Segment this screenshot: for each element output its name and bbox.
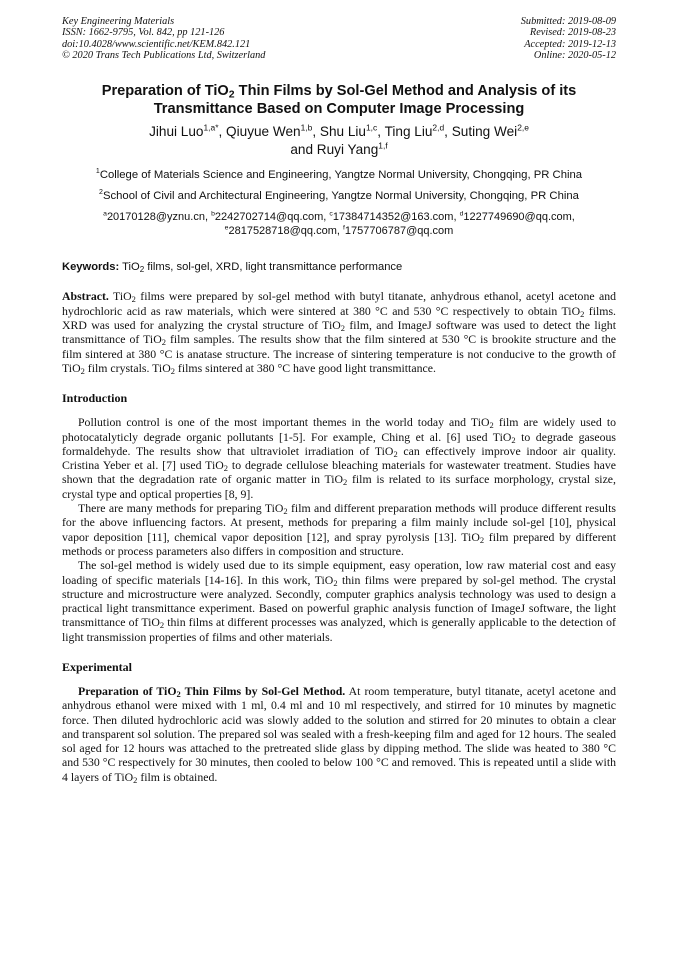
abstract-label: Abstract. <box>62 289 109 304</box>
email[interactable]: $^b$2242702714@qq.com, <box>211 210 330 224</box>
email[interactable]: $^f$1757706787@qq.com <box>343 224 454 238</box>
author: Qiuyue Wen$^{1,b}$, <box>226 122 320 140</box>
author: Ting Liu$^{2,d}$, <box>384 122 452 140</box>
paper-title <box>62 82 616 118</box>
title-line-1 <box>62 82 616 100</box>
author: and Ruyi Yang$^{1,f}$ <box>290 140 388 158</box>
affiliation-1 <box>62 168 616 182</box>
intro-paragraph-1: Pollution control is one of the most important themes in the world today and TiO$_2$ film are widely used to photocatalyticly degrade organic pollutants [1-5]. For example, Ching et al. [6] used TiO$_2$ to degrade gaseous formaldehyde. The results show that ultraviolet irradiation of TiO$_2$ can effectively improve indoor air quality. Cristina Yeber et al. [7] used TiO$_2$ to degrade cellulose bleaching materials for wastewater treatment. Studies have shown that the degradation rate of organic matter in TiO$_2$ film is related to its surface morphology, crystal size, crystal type and optical properties [8, 9]. <box>62 415 616 501</box>
title-subscript: 2 <box>228 88 235 101</box>
affiliation-marker: 2 <box>99 189 103 197</box>
keywords-text: TiO <box>119 261 140 274</box>
section-heading-experimental: Experimental <box>62 660 132 674</box>
email-line-1 <box>62 210 616 224</box>
keywords <box>62 260 616 274</box>
abstract: Abstract. TiO$_2$ films were prepared by sol-gel method with butyl titanate, anhydrous ethanol, acetyl acetone and hydrochloric acid as raw materials, which were sintered at 380 °C and 530 °C respectively to obtain TiO$_2$ films. XRD was used for analyzing the crystal structure of TiO$_2$ film, and ImageJ software was used to detect the light transmittance of TiO$_2$ film samples. The results show that the film sintered at 530 °C is brookite structure and the film sintered at 380 °C is anatase structure. The increase of sintering temperature is not conducive to the growth of TiO$_2$ film crystals. TiO$_2$ films sintered at 380 °C have good light transmittance. <box>62 289 617 377</box>
email-line-2 <box>62 224 616 238</box>
email-list <box>62 210 616 238</box>
title-text: Preparation of TiO <box>101 83 229 100</box>
journal-info <box>62 16 265 61</box>
issn-line: ISSN: 1662-9795, Vol. 842, pp 121-126 <box>62 27 225 39</box>
dates-info <box>521 16 616 61</box>
author-line-2 <box>62 141 616 159</box>
keywords-text: films, sol-gel, XRD, light transmittance performance <box>144 261 403 274</box>
doi-line[interactable]: doi:10.4028/www.scientific.net/KEM.842.121 <box>62 38 251 50</box>
section-heading-introduction: Introduction <box>62 391 128 406</box>
author-line-1 <box>62 123 616 141</box>
author: Suting Wei$^{2,e}$ <box>451 122 529 140</box>
intro-paragraph-3: The sol-gel method is widely used due to its simple equipment, easy operation, low raw material cost and easy loading of specific materials [14-16]. In this work, TiO$_2$ thin films were prepared by sol-gel method. The crystal structure and microstructure were analyzed. Secondly, computer graphics analysis technology was used to design a practical light transmittance experiment. Based on powerful graphic analysis function of ImageJ software, the light transmittance of TiO$_2$ thin films at different processes was analyzed, which is generally applicable to the detection of light transmission properties of films and other materials. <box>62 558 616 644</box>
email[interactable]: $^d$1227749690@qq.com, <box>459 210 575 224</box>
keywords-label: Keywords: <box>62 261 120 274</box>
author-list <box>62 123 616 159</box>
affiliation-marker: 1 <box>95 168 100 176</box>
revised-date: Revised: 2019-08-23 <box>529 27 616 39</box>
subsection-heading: Preparation of TiO$_2$ Thin Films by Sol-Gel Method. <box>78 684 346 700</box>
accepted-date: Accepted: 2019-12-13 <box>524 38 616 50</box>
subscript: 2 <box>139 265 145 275</box>
affiliation-text: College of Materials Science and Engineering, Yangtze Normal University, Chongqing, PR China <box>99 169 583 182</box>
affiliation-text: School of Civil and Architectural Engineering, Yangtze Normal University, Chongqing, PR China <box>102 190 579 203</box>
submitted-date: Submitted: 2019-08-09 <box>520 16 616 27</box>
author: Jihui Luo$^{1,a*}$, <box>149 122 227 140</box>
affiliation-2 <box>62 189 616 203</box>
journal-name: Key Engineering Materials <box>62 16 175 27</box>
author: Shu Liu$^{1,c}$, <box>319 122 385 140</box>
email[interactable]: $^c$17384714352@163.com, <box>329 210 460 224</box>
experimental-paragraph-1: Preparation of TiO$_2$ Thin Films by Sol-Gel Method. At room temperature, butyl titanate, acetyl acetone and anhydrous ethanol were mixed with 1 ml, 0.4 ml and 10 ml respectively, and stirred for 10 minutes by magnetic force. Then diluted hydrochloric acid was slowly added to the solution and stirred for 20 minutes to obtain a clear and transparent sol solution. The prepared sol was sealed with a fresh-keeping film and aged for 12 hours. The sealed sol aged for 12 hours was attached to the pretreated slide glass by dipping method. The slide was heated to 380 °C and 530 °C respectively for 30 minutes, then cooled to below 100 °C and removed. This is repeated until a slide with 4 layers of TiO$_2$ film is obtained. <box>62 684 616 785</box>
email[interactable]: $^e$2817528718@qq.com, <box>224 224 343 238</box>
copyright-line: © 2020 Trans Tech Publications Ltd, Switzerland <box>62 49 266 61</box>
running-header <box>62 16 616 61</box>
online-date: Online: 2020-05-12 <box>533 49 616 61</box>
title-line-2: Transmittance Based on Computer Image Processing <box>153 101 525 118</box>
intro-paragraph-2: There are many methods for preparing TiO$_2$ film and different preparation methods will produce different results for the above influencing factors. At present, methods for preparing a film mainly include sol-gel [10], physical vapor deposition [11], chemical vapor deposition [12], and spray pyrolysis [13]. TiO$_2$ film prepared by different methods or process parameters also differs in composition and structure. <box>62 501 616 558</box>
title-text: Thin Films by Sol-Gel Method and Analysis of its <box>234 83 577 100</box>
email[interactable]: $^a$20170128@yznu.cn, <box>103 210 212 224</box>
